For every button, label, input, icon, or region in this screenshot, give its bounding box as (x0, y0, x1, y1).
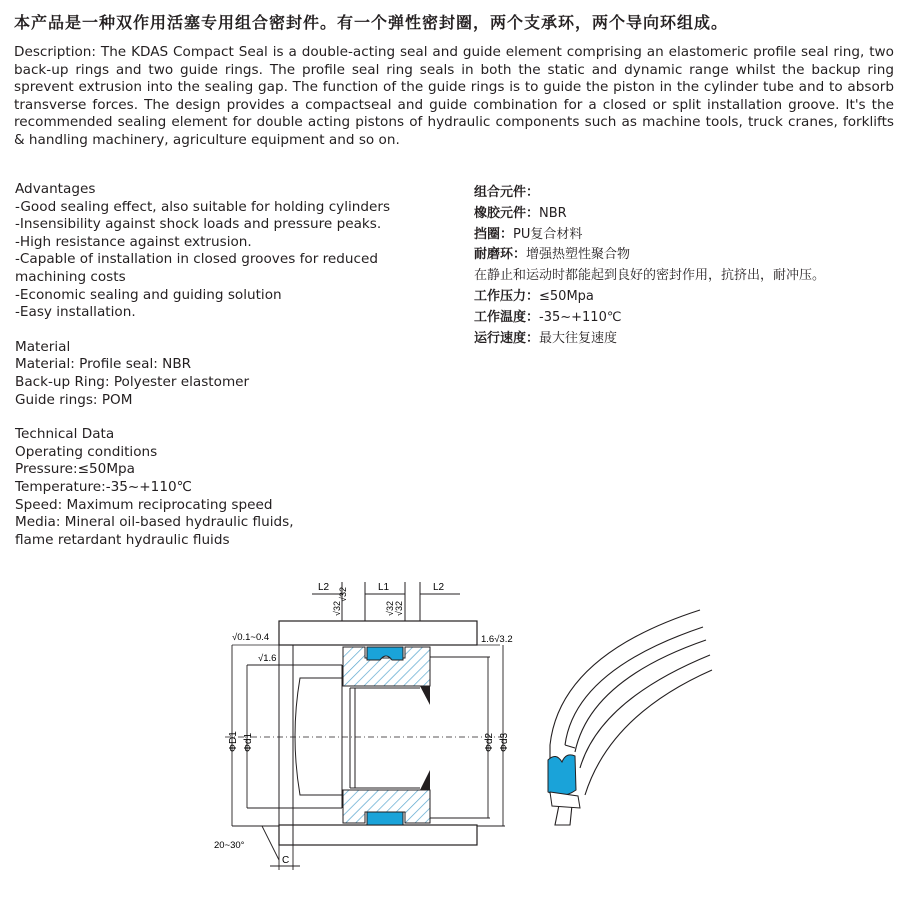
material-item: Material: Profile seal: NBR (15, 356, 192, 373)
spec-speed (474, 329, 894, 350)
technical-item: Pressure:≤50Mpa (15, 461, 136, 478)
component-value: NBR (539, 205, 567, 221)
chamfer-angle: 20~30° (214, 840, 245, 851)
spec-temperature (474, 308, 894, 329)
advantage-item: machining costs (15, 268, 126, 285)
dim-d1: Φd1 (243, 732, 254, 752)
advantage-item: -Economic sealing and guiding solution (15, 286, 282, 303)
technical-item: flame retardant hydraulic fluids (15, 531, 230, 548)
dim-d2: Φd2 (484, 732, 495, 752)
component-label: 耐磨环： (474, 247, 527, 263)
technical-heading: Technical Data (15, 426, 115, 443)
advantage-item: -Capable of installation in closed grooves for reduced (15, 251, 378, 268)
technical-item: Operating conditions (15, 443, 158, 460)
component-note: 在静止和运动时都能起到良好的密封作用，抗挤出，耐冲压。 (474, 268, 826, 284)
technical-section (15, 426, 435, 549)
seal-technical-drawing (0, 570, 910, 915)
material-item: Back-up Ring: Polyester elastomer (15, 373, 250, 390)
roughness-1-6: √1.6 (258, 653, 277, 664)
component-label: 橡胶元件： (474, 205, 540, 221)
spec-column-en (15, 181, 435, 549)
description-paragraph: Description: The KDAS Compact Seal is a double-acting seal and guide element comprising an elastomeric profile seal ring, two back-up rings and two guide rings. The profile seal ring seals in both the static and dynamic range whilst the backup ring sprevent extrusion into the sealing gap. The function of the guide rings is to guide the piston in the cylinder tube and to absorb transverse forces. The design provides a compactseal and guide combination for a closed or split installation groove. It's the recommended sealing element for double acting pistons of hydraulic components such as machine tools, truck cranes, forklifts & handling machinery, agriculture equipment and so on. (14, 44, 894, 148)
technical-item: Temperature:-35~+110℃ (15, 478, 192, 495)
spec-label: 工作温度： (474, 309, 540, 325)
dim-c: C (282, 855, 290, 866)
dim-D1: ΦD1 (228, 731, 239, 752)
spec-value: ≤50Mpa (539, 288, 594, 304)
material-item: Guide rings: POM (15, 391, 133, 408)
advantage-item: -Easy installation. (15, 304, 136, 321)
roughness-mark: √32 (338, 587, 348, 602)
spec-label: 运行速度： (474, 330, 540, 346)
component-wear (474, 245, 894, 266)
dim-l2-left: L2 (318, 582, 330, 593)
seal-assembly-bottom (343, 770, 430, 825)
spec-label: 工作压力： (474, 288, 540, 304)
seal-ring-perspective (550, 610, 712, 825)
seal-assembly-top (343, 647, 430, 705)
technical-item: Media: Mineral oil-based hydraulic fluids, (15, 514, 294, 531)
advantage-item: -High resistance against extrusion. (15, 233, 252, 250)
spec-column-cn (474, 183, 894, 349)
dim-d3: Φd3 (499, 732, 510, 752)
technical-item: Speed: Maximum reciprocating speed (15, 496, 273, 513)
material-section (15, 339, 435, 409)
spec-pressure (474, 287, 894, 308)
component-rubber (474, 204, 894, 225)
advantages-heading: Advantages (15, 181, 96, 197)
roughness-top-left: √0.1~0.4 (232, 632, 270, 643)
seal-ring-profile (548, 755, 576, 796)
dim-l1: L1 (378, 582, 390, 593)
page-title: 本产品是一种双作用活塞专用组合密封件。有一个弹性密封圈，两个支承环，两个导向环组成。 (14, 13, 729, 32)
advantage-item: -Good sealing effect, also suitable for holding cylinders (15, 198, 391, 215)
advantage-item: -Insensibility against shock loads and pressure peaks. (15, 216, 382, 233)
spec-value: 最大往复速度 (539, 330, 618, 346)
components-heading: 组合元件： (474, 185, 540, 200)
seal-ring-lower (550, 792, 580, 808)
material-heading: Material (15, 338, 71, 355)
component-label: 挡圈： (474, 226, 514, 242)
component-backup (474, 225, 894, 246)
roughness-mark: √32 (394, 601, 404, 616)
roughness-mark: √32 (385, 601, 395, 616)
component-value: 增强热塑性聚合物 (526, 247, 631, 263)
roughness-mark: √32 (332, 601, 342, 616)
roughness-top-right: 1.6√3.2 (481, 634, 513, 645)
advantages-section (15, 181, 435, 322)
dim-l2-right: L2 (433, 582, 445, 593)
component-value: PU复合材料 (513, 226, 583, 242)
spec-value: -35~+110℃ (539, 309, 622, 325)
